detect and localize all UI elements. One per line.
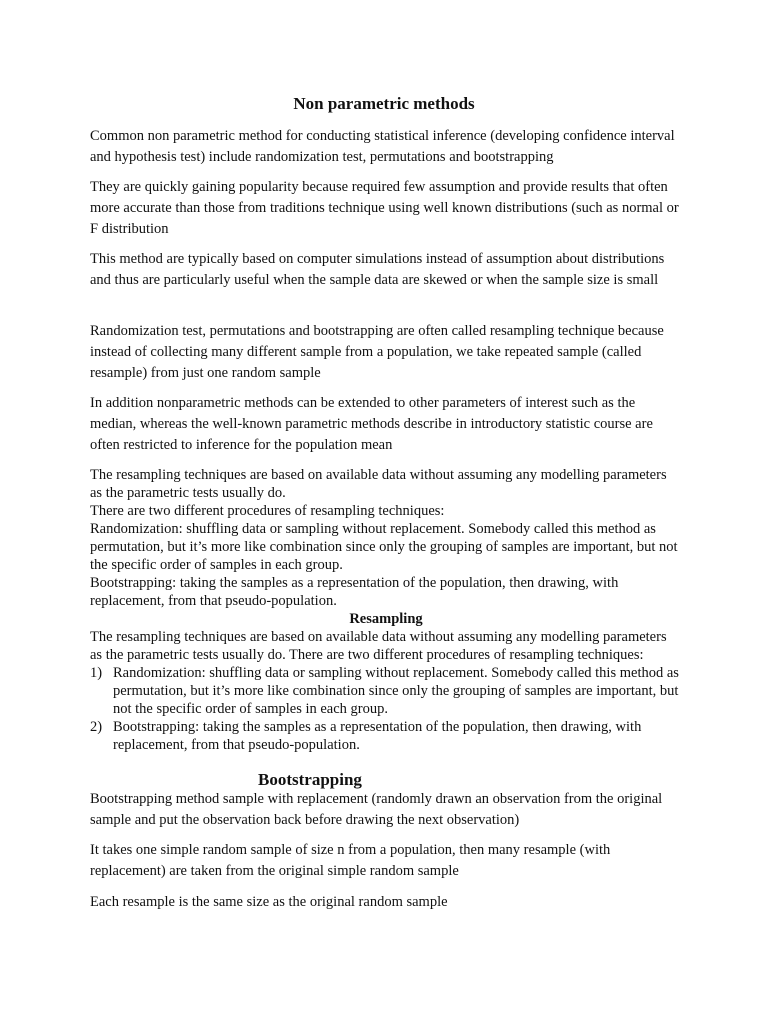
summary-line-3: Randomization: shuffling data or sampling without replacement. Somebody called this method as permutation, but it’s more like combination since only the grouping of samples are important, but not the specific order of samples in each group. (90, 521, 678, 573)
paragraph-bootstrap-method: Bootstrapping method sample with replacement (randomly drawn an observation from the original sample and put the observation back before drawing the next observation) (90, 791, 663, 828)
resampling-intro: The resampling techniques are based on available data without assuming any modelling parameters as the parametric tests usually do. There are two different procedures of resampling techniques: (90, 629, 667, 663)
paragraph-bootstrap-size: Each resample is the same size as the original random sample (90, 894, 448, 910)
resampling-list (90, 664, 682, 754)
paragraph-popularity: They are quickly gaining popularity because required few assumption and provide results that often more accurate than those from traditions technique using well known distributions (such as normal or F distribution (90, 179, 679, 237)
paragraph-median: In addition nonparametric methods can be extended to other parameters of interest such as the median, whereas the well-known parametric methods describe in introductory statistic course are often restricted to inference for the population mean (90, 395, 653, 453)
list-item-number: 2) (90, 719, 103, 735)
summary-line-2: There are two different procedures of resampling techniques: (90, 503, 445, 519)
paragraph-intro: Common non parametric method for conducting statistical inference (developing confidence interval and hypothesis test) include randomization test, permutations and bootstrapping (90, 128, 675, 165)
list-item-text: Bootstrapping: taking the samples as a representation of the population, then drawing, with replacement, from that pseudo-population. (113, 719, 642, 753)
paragraph-bootstrap-sample: It takes one simple random sample of size n from a population, then many resample (with replacement) are taken from the original simple random sample (90, 842, 611, 879)
paragraph-simulations: This method are typically based on computer simulations instead of assumption about distributions and thus are particularly useful when the sample data are skewed or when the sample size is small (90, 251, 665, 288)
list-item-text: Randomization: shuffling data or sampling without replacement. Somebody called this method as permutation, but it’s more like combination since only the grouping of samples are important, but not the specific order of samples in each group. (113, 665, 679, 717)
summary-line-1: The resampling techniques are based on available data without assuming any modelling parameters as the parametric tests usually do. (90, 467, 667, 501)
list-item (90, 718, 682, 754)
list-item-number: 1) (90, 665, 103, 681)
resampling-summary-block (90, 466, 682, 754)
summary-line-4: Bootstrapping: taking the samples as a representation of the population, then drawing, with replacement, from that pseudo-population. (90, 575, 619, 609)
resampling-heading: Resampling (349, 611, 423, 627)
list-item (90, 664, 682, 718)
bootstrapping-heading: Bootstrapping (258, 770, 362, 789)
page-title: Non parametric methods (293, 94, 475, 113)
paragraph-resampling-technique: Randomization test, permutations and bootstrapping are often called resampling technique because instead of collecting many different sample from a population, we take repeated sample (called resample) from just one random sample (90, 323, 664, 381)
